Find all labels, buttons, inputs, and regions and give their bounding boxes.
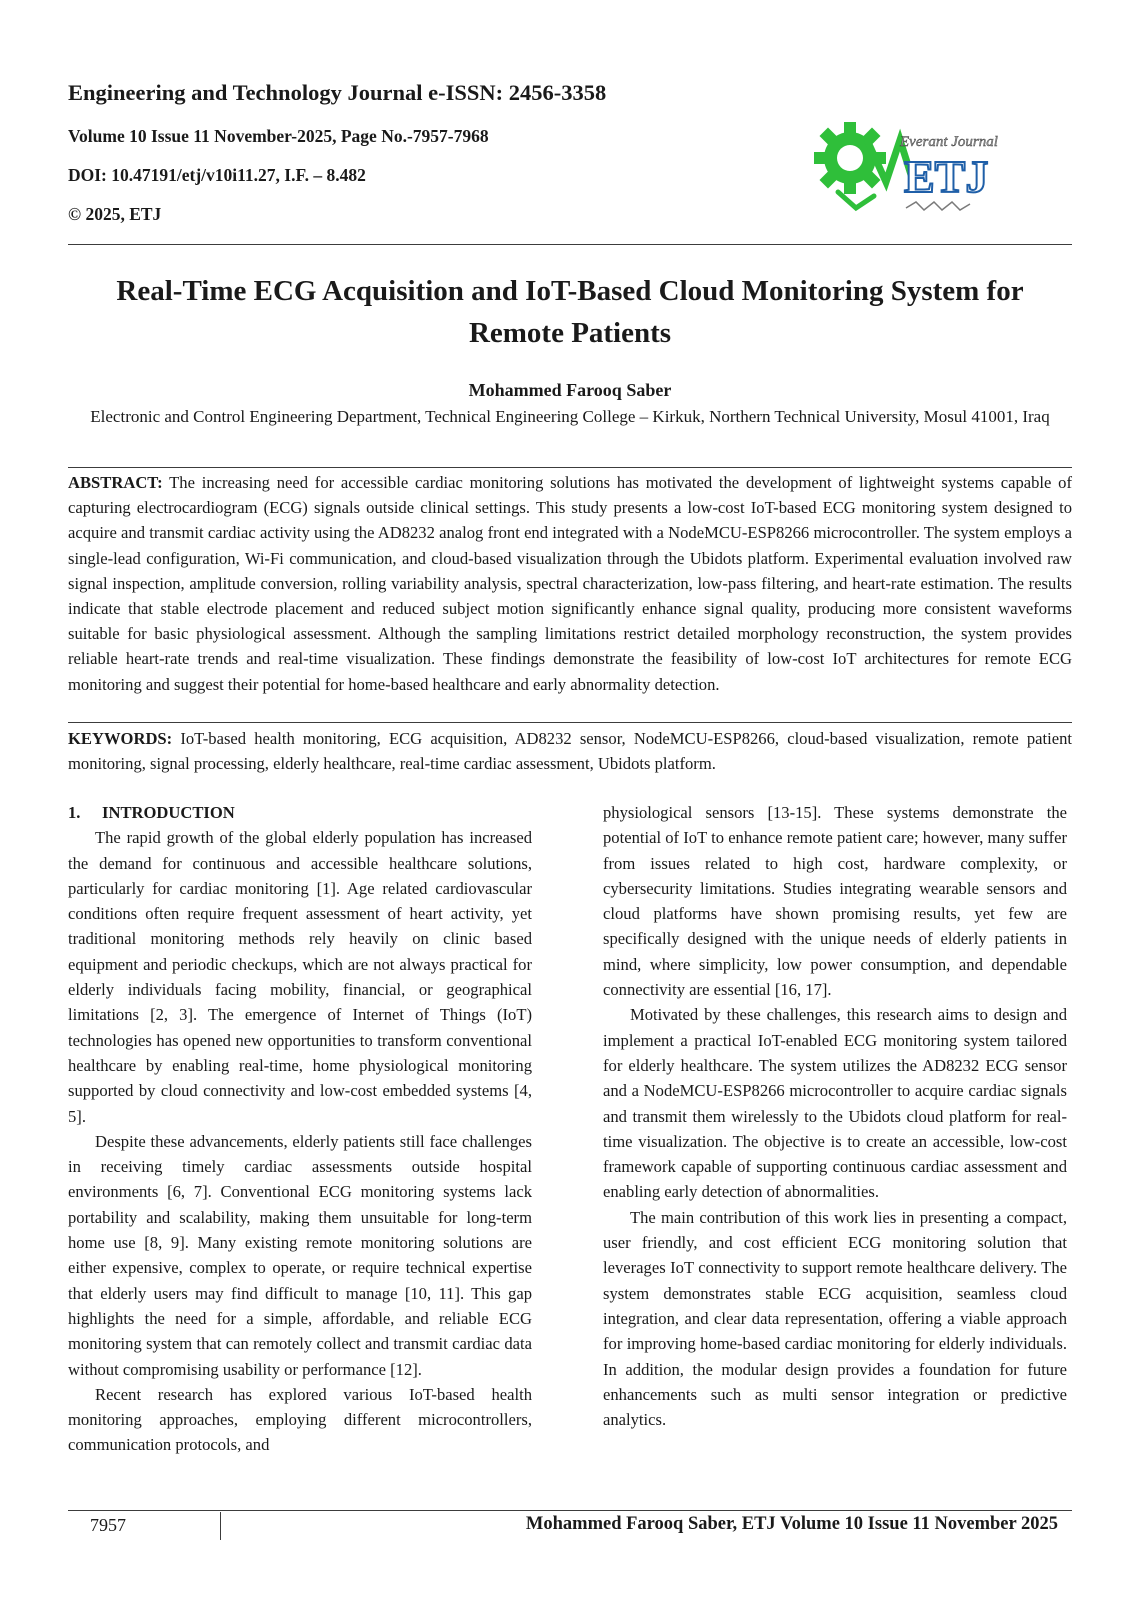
keywords-label: KEYWORDS: bbox=[68, 729, 173, 748]
paper-title: Real-Time ECG Acquisition and IoT-Based Cloud Monitoring System for Remote Patients bbox=[116, 275, 1024, 349]
footer-rule bbox=[68, 1510, 1072, 1511]
left-column bbox=[68, 800, 532, 1458]
copyright-line: © 2025, ETJ bbox=[68, 204, 162, 224]
header-rule bbox=[68, 244, 1072, 245]
author-affiliation: Electronic and Control Engineering Department, Technical Engineering College – Kirkuk, Northern Technical University, Mosul 41001, Iraq bbox=[90, 407, 1050, 426]
author-name: Mohammed Farooq Saber bbox=[468, 380, 672, 400]
intro-paragraph: The rapid growth of the global elderly population has increased the demand for continuous and accessible healthcare solutions, particularly for cardiac monitoring [1]. Age related cardiovascular conditions often require frequent assessment of heart activity, yet traditional monitoring methods rely heavily on clinic based equipment and periodic checkups, which are not always practical for elderly individuals facing mobility, financial, or geographical limitations [2, 3]. The emergence of Internet of Things (IoT) technologies has opened new opportunities to transform conventional healthcare by enabling real-time, home physiological monitoring supported by cloud connectivity and low-cost embedded systems [4, 5]. bbox=[68, 828, 532, 1126]
volume-line: Volume 10 Issue 11 November-2025, Page No.-7957-7968 bbox=[68, 126, 489, 146]
page-footer bbox=[68, 1512, 1072, 1542]
page-number: 7957 bbox=[90, 1515, 126, 1535]
keywords-top-rule bbox=[68, 722, 1072, 723]
logo-journal-text: Everant Journal bbox=[900, 134, 998, 150]
intro-paragraph: Recent research has explored various IoT-based health monitoring approaches, employing different microcontrollers, communication protocols, and bbox=[68, 1384, 532, 1455]
abstract bbox=[68, 470, 1072, 697]
etj-logo bbox=[808, 112, 1020, 220]
abstract-label: ABSTRACT: bbox=[68, 473, 163, 492]
footer-citation: Mohammed Farooq Saber, ETJ Volume 10 Issue 11 November 2025 bbox=[525, 1514, 1058, 1534]
keywords bbox=[68, 726, 1072, 776]
section-title: INTRODUCTION bbox=[102, 803, 235, 822]
right-column bbox=[603, 800, 1067, 1432]
intro-paragraph: Despite these advancements, elderly patients still face challenges in receiving timely cardiac assessments outside hospital environments [6, 7]. Conventional ECG monitoring systems lack portability and scalability, making them unsuitable for long-term home use [8, 9]. Many existing remote monitoring solutions are either expensive, complex to operate, or require technical expertise that elderly users may find difficult to manage [10, 11]. This gap highlights the need for a simple, affordable, and reliable ECG monitoring system that can remotely collect and transmit cardiac data without compromising usability or performance [12]. bbox=[68, 1131, 532, 1379]
doi-line: DOI: 10.47191/etj/v10i11.27, I.F. – 8.482 bbox=[68, 165, 366, 185]
intro-paragraph: Motivated by these challenges, this research aims to design and implement a practical IoT-enabled ECG monitoring system tailored for elderly healthcare. The system utilizes the AD8232 ECG sensor and a NodeMCU-ESP8266 microcontroller to acquire cardiac signals and transmit them wirelessly to the Ubidots cloud platform for real-time visualization. The objective is to create an accessible, low-cost framework capable of supporting continuous cardiac assessment and enabling early detection of abnormalities. bbox=[603, 1005, 1067, 1202]
logo-etj-text: ETJ bbox=[904, 151, 989, 202]
abstract-text: The increasing need for accessible cardiac monitoring solutions has motivated the development of lightweight systems capable of capturing electrocardiogram (ECG) signals outside clinical settings. This study presents a low-cost IoT-based ECG monitoring system designed to acquire and transmit cardiac activity using the AD8232 analog front end integrated with a NodeMCU-ESP8266 microcontroller. The system employs a single-lead configuration, Wi-Fi communication, and cloud-based visualization through the Ubidots platform. Experimental evaluation involved raw signal inspection, amplitude conversion, rolling variability analysis, spectral characterization, low-pass filtering, and heart-rate estimation. The results indicate that stable electrode placement and reduced subject motion significantly enhance signal quality, producing more consistent waveforms suitable for basic physiological assessment. Although the sampling limitations restrict detailed morphology reconstruction, the system provides reliable heart-rate trends and real-time visualization. These findings demonstrate the feasibility of low-cost IoT architectures for remote ECG monitoring and suggest their potential for home-based healthcare and early abnormality detection. bbox=[68, 473, 1072, 694]
footer-divider bbox=[220, 1512, 221, 1540]
keywords-text: IoT-based health monitoring, ECG acquisition, AD8232 sensor, NodeMCU-ESP8266, cloud-based visualization, remote patient monitoring, signal processing, elderly healthcare, real-time cardiac assessment, Ubidots platform. bbox=[68, 729, 1072, 774]
intro-paragraph: physiological sensors [13-15]. These systems demonstrate the potential of IoT to enhance remote patient care; however, many suffer from issues related to high cost, hardware complexity, or cybersecurity limitations. Studies integrating wearable sensors and cloud platforms have shown promising results, yet few are specifically designed with the unique needs of elderly patients in mind, where simplicity, low power consumption, and dependable connectivity are essential [16, 17]. bbox=[603, 803, 1067, 1000]
section-heading bbox=[68, 800, 532, 825]
section-number: 1. bbox=[68, 803, 81, 822]
abstract-top-rule bbox=[68, 467, 1072, 468]
intro-paragraph: The main contribution of this work lies in presenting a compact, user friendly, and cost efficient ECG monitoring solution that leverages IoT connectivity to support remote healthcare delivery. The system demonstrates stable ECG acquisition, seamless cloud integration, and clear data representation, offering a viable approach for improving home-based cardiac monitoring for elderly individuals. In addition, the modular design provides a foundation for future enhancements such as multi sensor integration or predictive analytics. bbox=[603, 1207, 1067, 1430]
journal-header bbox=[68, 78, 768, 224]
journal-title: Engineering and Technology Journal e-ISSN: 2456-3358 bbox=[68, 80, 607, 105]
